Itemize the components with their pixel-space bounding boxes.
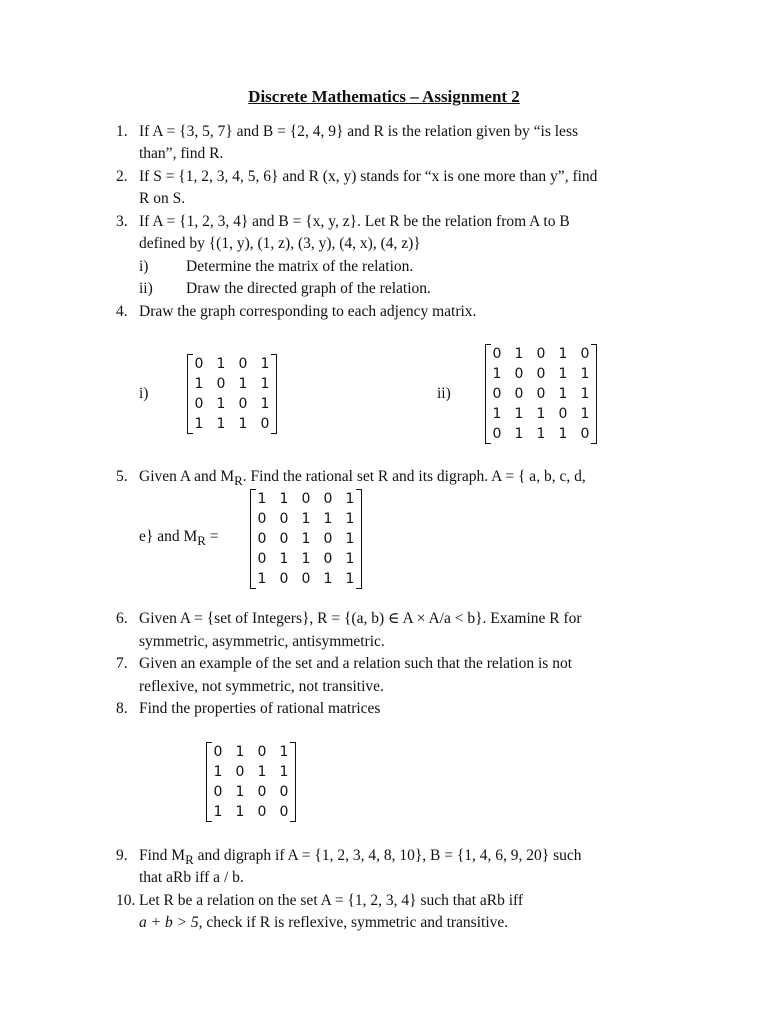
q4-matrix-ii-cell: 1: [558, 366, 568, 382]
q5-line2-eq: =: [205, 528, 219, 545]
q8-matrix-cell: 1: [279, 764, 289, 780]
q4-matrix-ii-cell: 1: [536, 426, 546, 442]
q9-line1: [139, 846, 582, 870]
q5-matrix-cell: 0: [279, 511, 289, 527]
q1-line1: If A = {3, 5, 7} and B = {2, 4, 9} and R is the relation given by “is less: [139, 123, 579, 140]
q4-matrix-ii-label: ii): [437, 385, 451, 402]
q3-sub-i-text: Determine the matrix of the relation.: [186, 258, 414, 275]
q5-line2-a: e} and M: [139, 528, 198, 545]
q6-number: 6.: [116, 610, 128, 627]
q5-matrix-cell: 0: [257, 551, 267, 567]
q5-matrix-cell: 0: [279, 531, 289, 547]
q5-matrix-cell: 1: [257, 491, 267, 507]
q4-matrix-ii-row: [486, 384, 596, 404]
q5-matrix-cell: 1: [323, 571, 333, 587]
q5-matrix: [250, 489, 362, 589]
q5-line2-sub: R: [197, 533, 206, 549]
q4-matrix-i-cell: 0: [260, 416, 270, 432]
q3-sub-ii-text: Draw the directed graph of the relation.: [186, 280, 431, 297]
q8-matrix-cell: 1: [235, 744, 245, 760]
q8-matrix-row: [207, 742, 295, 762]
q5-matrix-cell: 1: [345, 551, 355, 567]
q3-line2: defined by {(1, y), (1, z), (3, y), (4, x), (4, z)}: [139, 235, 421, 252]
q4-matrix-i-cell: 0: [216, 376, 226, 392]
q4-matrix-i-cell: 1: [194, 416, 204, 432]
q10-line2: [139, 913, 508, 933]
q4-number: 4.: [116, 303, 128, 320]
q8-matrix-cell: 0: [257, 744, 267, 760]
q6-line1: Given A = {set of Integers}, R = {(a, b) ∈ A × A/a < b}. Examine R for: [139, 610, 582, 627]
q4-matrix-ii-cell: 0: [536, 366, 546, 382]
q5-matrix-cell: 1: [257, 571, 267, 587]
q8-matrix-cell: 0: [213, 784, 223, 800]
q4-matrix-ii-row: [486, 424, 596, 444]
q8-matrix-cell: 0: [279, 804, 289, 820]
q5-matrix-cell: 0: [301, 491, 311, 507]
q5-matrix-row: [251, 509, 361, 529]
q5-line1-rest: . Find the rational set R and its digraph. A = { a, b, c, d,: [242, 468, 586, 485]
q4-matrix-ii-cell: 0: [492, 346, 502, 362]
q9-number: 9.: [116, 847, 128, 864]
q8-matrix-row: [207, 802, 295, 822]
q4-matrix-i-cell: 0: [238, 396, 248, 412]
q4-matrix-i-cell: 1: [238, 376, 248, 392]
q2-line2: R on S.: [139, 190, 186, 207]
q4-matrix-ii-cell: 1: [536, 406, 546, 422]
q5-matrix-row: [251, 529, 361, 549]
q7-line2: reflexive, not symmetric, not transitive.: [139, 678, 384, 695]
q4-matrix-ii-cell: 1: [514, 426, 524, 442]
q8-matrix-row: [207, 782, 295, 802]
q4-matrix-i-cell: 1: [216, 396, 226, 412]
q5-matrix-cell: 0: [279, 571, 289, 587]
q4-matrix-i-cell: 0: [194, 396, 204, 412]
q8-matrix-cell: 1: [235, 784, 245, 800]
q4-matrix-ii-cell: 1: [492, 406, 502, 422]
q4-matrix-i-cell: 1: [260, 356, 270, 372]
q5-line1: [139, 467, 586, 491]
q5-matrix-cell: 1: [345, 531, 355, 547]
q4-line1: Draw the graph corresponding to each adjency matrix.: [139, 303, 477, 320]
q7-number: 7.: [116, 655, 128, 672]
q5-line1-a: Given A and M: [139, 468, 235, 485]
q5-matrix-cell: 0: [323, 531, 333, 547]
q5-matrix-cell: 0: [323, 491, 333, 507]
q8-matrix-cell: 1: [235, 804, 245, 820]
q3-sub-i-label: i): [139, 258, 149, 275]
q4-matrix-ii-cell: 0: [514, 386, 524, 402]
q4-matrix-i-cell: 0: [194, 356, 204, 372]
q4-matrix-ii-cell: 0: [492, 386, 502, 402]
q4-matrix-i-row: [188, 354, 276, 374]
q4-matrix-i-cell: 1: [260, 376, 270, 392]
q4-matrix-ii-cell: 1: [514, 346, 524, 362]
q5-matrix-cell: 1: [279, 491, 289, 507]
q4-matrix-i-cell: 0: [238, 356, 248, 372]
q4-matrix-i-cell: 1: [216, 356, 226, 372]
q5-matrix-cell: 0: [257, 511, 267, 527]
q8-matrix-cell: 0: [235, 764, 245, 780]
q8-number: 8.: [116, 700, 128, 717]
q4-matrix-ii-cell: 1: [492, 366, 502, 382]
q4-matrix-ii-cell: 0: [580, 346, 590, 362]
q5-matrix-cell: 1: [345, 491, 355, 507]
q4-matrix-i: [187, 354, 277, 434]
q4-matrix-ii-cell: 1: [514, 406, 524, 422]
q4-matrix-ii: [485, 344, 597, 444]
q9-line1-b: and digraph if A = {1, 2, 3, 4, 8, 10}, B = {1, 4, 6, 9, 20} such: [193, 847, 582, 864]
q5-matrix-cell: 1: [345, 571, 355, 587]
q4-matrix-ii-cell: 0: [536, 386, 546, 402]
q8-matrix-cell: 0: [257, 784, 267, 800]
q5-matrix-row: [251, 549, 361, 569]
q4-matrix-i-label: i): [139, 385, 149, 402]
q3-line1: If A = {1, 2, 3, 4} and B = {x, y, z}. Let R be the relation from A to B: [139, 213, 570, 230]
q4-matrix-ii-cell: 1: [580, 406, 590, 422]
q9-line2: that aRb iff a / b.: [139, 869, 244, 886]
q4-matrix-i-cell: 1: [260, 396, 270, 412]
q5-matrix-cell: 1: [345, 511, 355, 527]
q10-line1: Let R be a relation on the set A = {1, 2, 3, 4} such that aRb iff: [139, 892, 524, 909]
q8-matrix: [206, 742, 296, 822]
q4-matrix-i-row: [188, 414, 276, 434]
q5-matrix-cell: 1: [301, 511, 311, 527]
q5-matrix-cell: 0: [257, 531, 267, 547]
q5-matrix-cell: 0: [301, 571, 311, 587]
q4-matrix-ii-row: [486, 364, 596, 384]
page-title: Discrete Mathematics – Assignment 2: [248, 87, 520, 106]
q4-matrix-ii-cell: 1: [558, 386, 568, 402]
q1-line2: than”, find R.: [139, 145, 224, 162]
q8-matrix-cell: 1: [213, 764, 223, 780]
q4-matrix-ii-cell: 1: [580, 386, 590, 402]
q5-matrix-cell: 1: [301, 531, 311, 547]
q8-matrix-cell: 0: [213, 744, 223, 760]
q4-matrix-ii-cell: 1: [558, 426, 568, 442]
q5-matrix-cell: 1: [323, 511, 333, 527]
q8-matrix-cell: 1: [279, 744, 289, 760]
q7-line1: Given an example of the set and a relation such that the relation is not: [139, 655, 573, 672]
q8-matrix-row: [207, 762, 295, 782]
q5-line2: [139, 527, 218, 551]
q4-matrix-ii-cell: 0: [558, 406, 568, 422]
q4-matrix-i-cell: 1: [216, 416, 226, 432]
q10-math: a + b > 5,: [139, 914, 203, 931]
q4-matrix-ii-row: [486, 404, 596, 424]
q4-matrix-ii-cell: 1: [558, 346, 568, 362]
q8-line1: Find the properties of rational matrices: [139, 700, 381, 717]
q2-line1: If S = {1, 2, 3, 4, 5, 6} and R (x, y) stands for “x is one more than y”, find: [139, 168, 598, 185]
q6-line2: symmetric, asymmetric, antisymmetric.: [139, 633, 385, 650]
q8-matrix-cell: 0: [257, 804, 267, 820]
q5-line1-sub: R: [234, 473, 243, 489]
q8-matrix-cell: 0: [279, 784, 289, 800]
q2-number: 2.: [116, 168, 128, 185]
q4-matrix-ii-cell: 0: [580, 426, 590, 442]
q9-line1-a: Find M: [139, 847, 186, 864]
q1-number: 1.: [116, 123, 128, 140]
q4-matrix-ii-cell: 0: [514, 366, 524, 382]
q5-matrix-cell: 0: [323, 551, 333, 567]
q5-number: 5.: [116, 468, 128, 485]
q4-matrix-i-row: [188, 374, 276, 394]
q4-matrix-ii-row: [486, 344, 596, 364]
q9-line1-sub: R: [185, 852, 194, 868]
q4-matrix-i-cell: 1: [238, 416, 248, 432]
q5-matrix-cell: 1: [301, 551, 311, 567]
q5-matrix-row: [251, 489, 361, 509]
q8-matrix-cell: 1: [213, 804, 223, 820]
q5-matrix-row: [251, 569, 361, 589]
q4-matrix-ii-cell: 1: [580, 366, 590, 382]
q8-matrix-cell: 1: [257, 764, 267, 780]
q10-line2-text: check if R is reflexive, symmetric and transitive.: [202, 914, 509, 931]
q5-matrix-cell: 1: [279, 551, 289, 567]
q4-matrix-ii-cell: 0: [536, 346, 546, 362]
q4-matrix-ii-cell: 0: [492, 426, 502, 442]
q4-matrix-i-cell: 1: [194, 376, 204, 392]
q4-matrix-i-row: [188, 394, 276, 414]
q3-number: 3.: [116, 213, 128, 230]
q3-sub-ii-label: ii): [139, 280, 153, 297]
q10-number: 10.: [116, 892, 136, 909]
